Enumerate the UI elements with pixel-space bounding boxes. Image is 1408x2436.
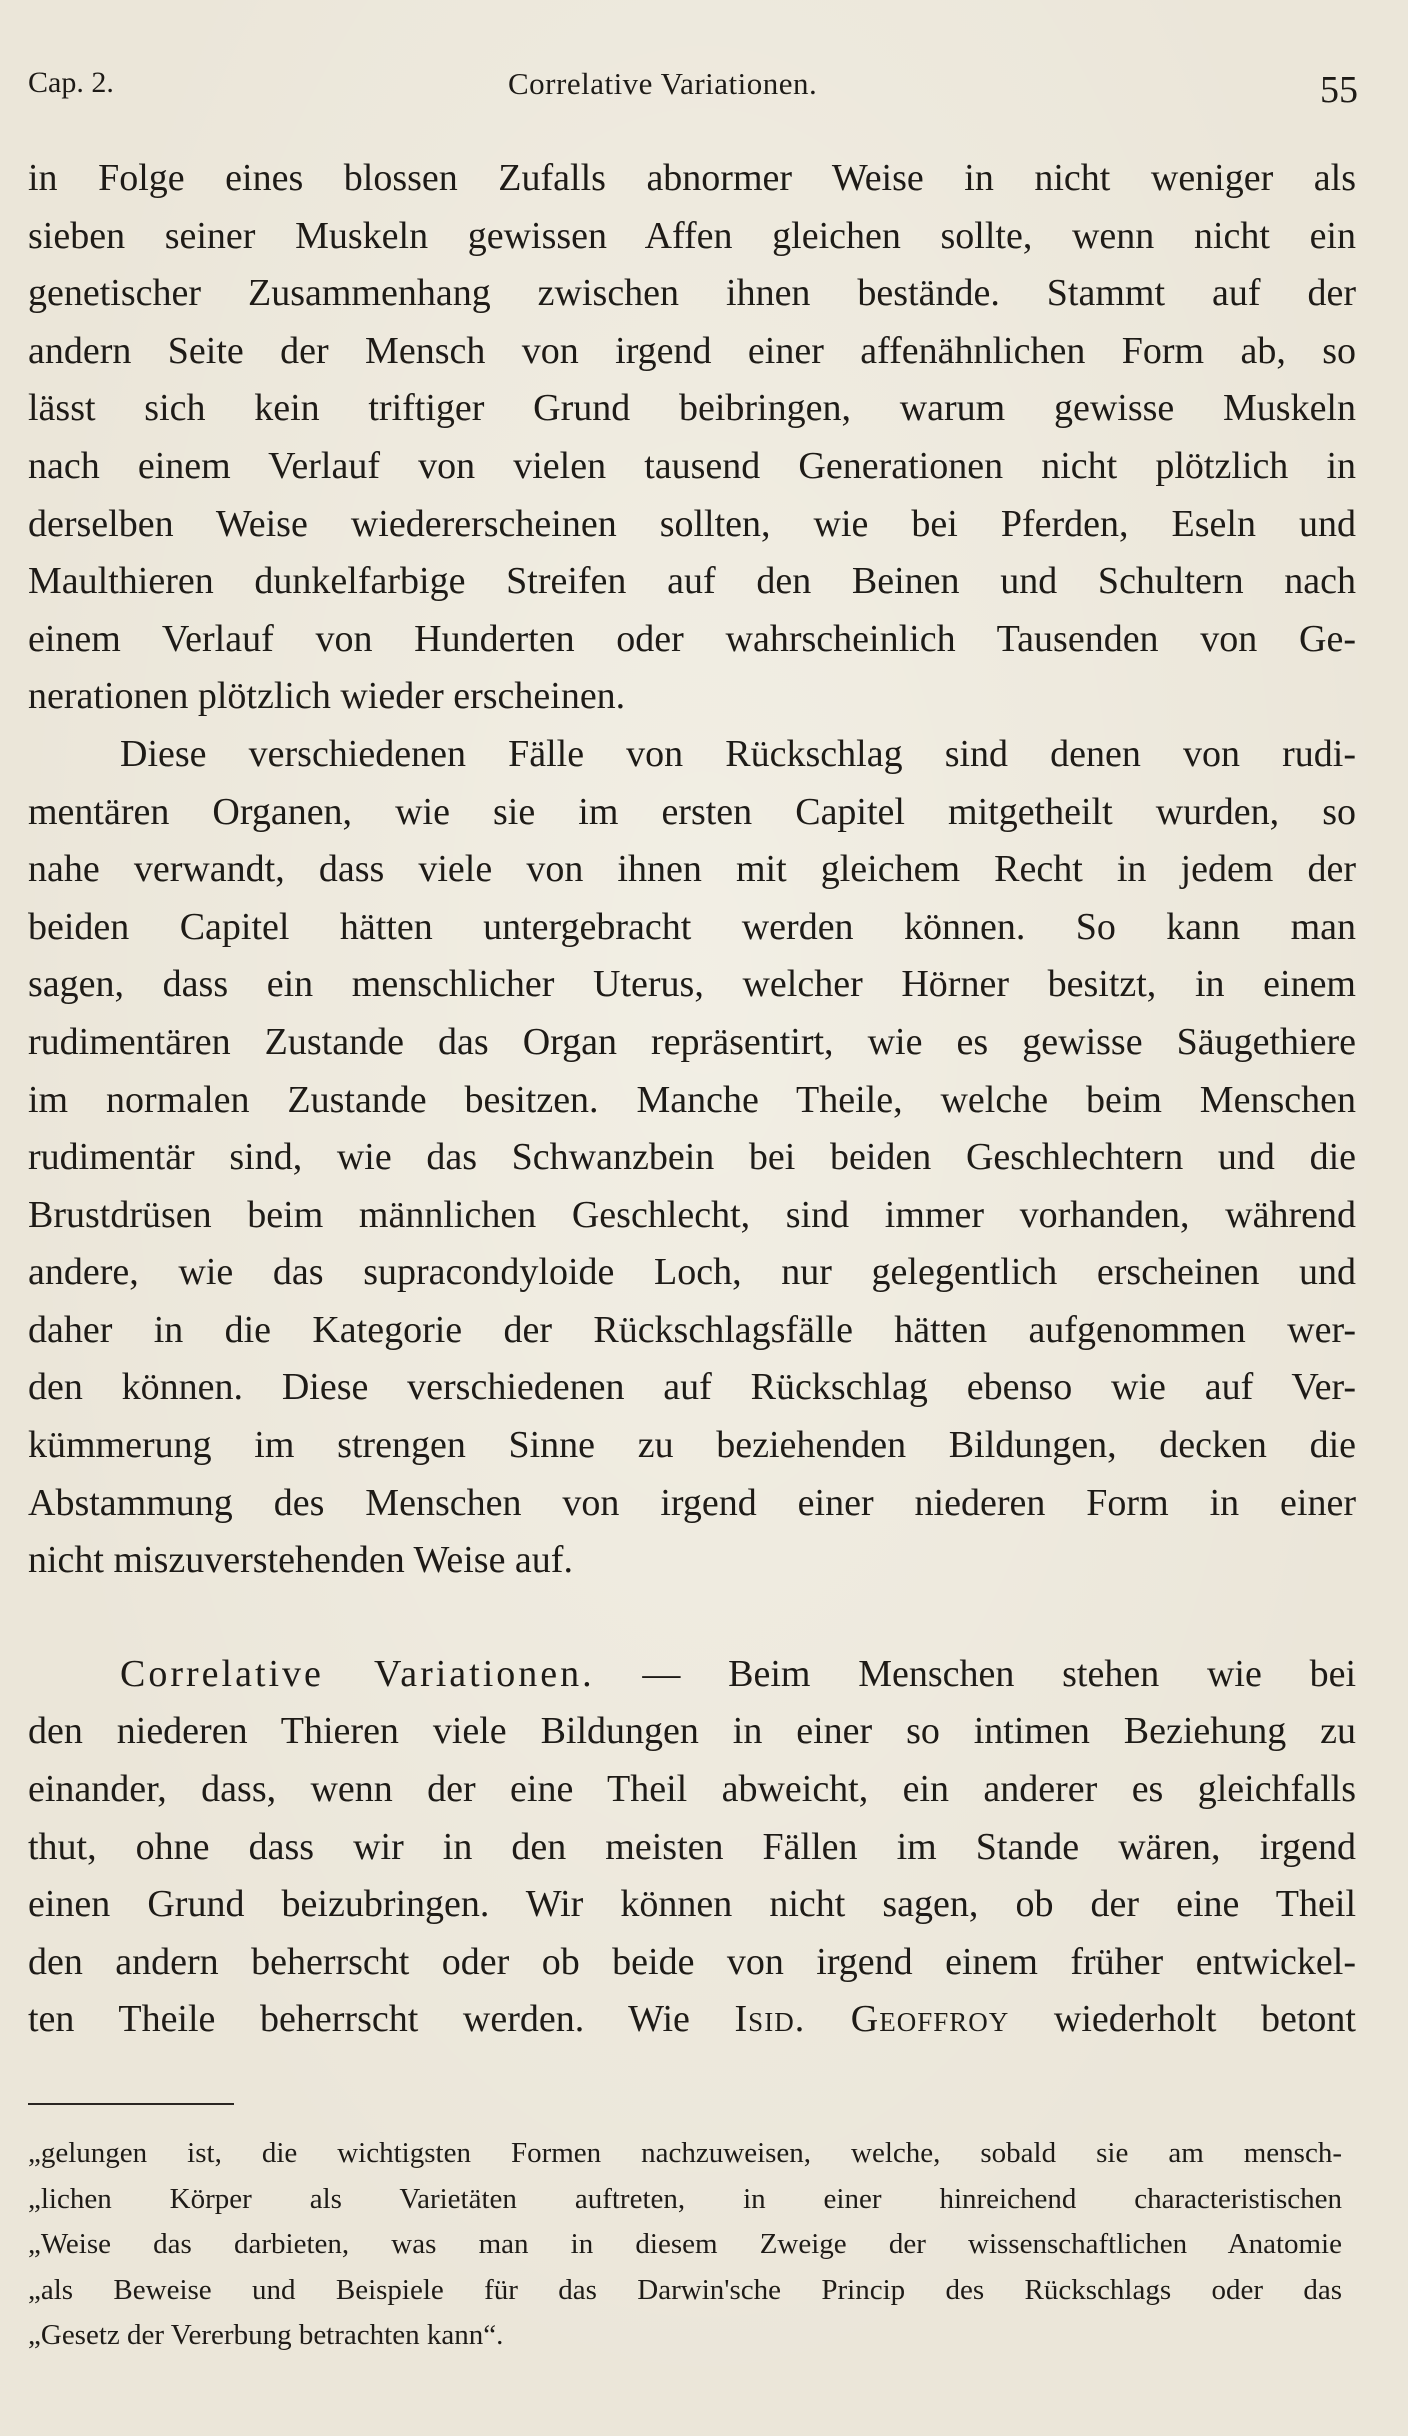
text-line: nicht miszuverstehenden Weise auf.	[28, 1539, 573, 1582]
footnote-line: „Gesetz der Vererbung betrachten kann“.	[28, 2319, 504, 2351]
section-gap	[28, 1590, 1356, 1646]
page-header	[28, 66, 1358, 116]
footnote-rule	[28, 2103, 234, 2105]
footnote-line: „als Beweise und Beispiele für das Darwin'sche Princip des Rückschlags oder das	[28, 2273, 1342, 2306]
text-line: daher in die Kategorie der Rückschlagsfälle hätten aufgenommen wer-	[28, 1308, 1356, 1351]
text-line: in Folge eines blossen Zufalls abnormer Weise in nicht weniger als	[28, 157, 1356, 199]
text-line: Brustdrüsen beim männlichen Geschlecht, sind immer vorhanden, während	[28, 1193, 1356, 1236]
paragraph-1	[28, 150, 1356, 726]
text-line	[28, 1646, 1356, 1704]
text-line: kümmerung im strengen Sinne zu beziehenden Bildungen, decken die	[28, 1424, 1356, 1467]
text-line: den andern beherrscht oder ob beide von irgend einem früher entwickel-	[28, 1940, 1356, 1983]
text-line: einen Grund beizubringen. Wir können nicht sagen, ob der eine Theil	[28, 1883, 1356, 1926]
text-line: Maulthieren dunkelfarbige Streifen auf den Beinen und Schultern nach	[28, 560, 1356, 603]
text-line: rudimentären Zustande das Organ repräsentirt, wie es gewisse Säugethiere	[28, 1020, 1356, 1063]
page-number: 55	[1320, 69, 1358, 111]
text-line: Abstammung des Menschen von irgend einer niederen Form in einer	[28, 1481, 1356, 1524]
text-line: nerationen plötzlich wieder erscheinen.	[28, 675, 626, 718]
section-heading: Correlative Variationen.	[120, 1652, 595, 1695]
text-line	[28, 1991, 1356, 2049]
text-line: beiden Capitel hätten untergebracht werden können. So kann man	[28, 905, 1356, 948]
footnote-line: „Weise das darbieten, was man in diesem Zweige der wissenschaftlichen Anatomie	[28, 2228, 1342, 2260]
text-line: genetischer Zusammenhang zwischen ihnen bestände. Stammt auf der	[28, 272, 1356, 315]
paragraph-3	[28, 1646, 1356, 2049]
footnotes	[28, 2131, 1342, 2359]
text-line: lässt sich kein triftiger Grund beibringen, warum gewisse Muskeln	[28, 387, 1356, 430]
main-text	[28, 150, 1356, 2049]
text-line: andere, wie das supracondyloide Loch, nur gelegentlich erscheinen und	[28, 1251, 1356, 1294]
text-line: rudimentär sind, wie das Schwanzbein bei beiden Geschlechtern und die	[28, 1136, 1356, 1179]
footnote-line: „gelungen ist, die wichtigsten Formen nachzuweisen, welche, sobald sie am mensch-	[28, 2137, 1342, 2169]
heading-continuation: — Beim Menschen stehen wie bei	[594, 1652, 1356, 1695]
chapter-label: Cap. 2.	[28, 66, 114, 99]
text-line: sieben seiner Muskeln gewissen Affen gleichen sollte, wenn nicht ein	[28, 214, 1356, 257]
text-line: einem Verlauf von Hunderten oder wahrscheinlich Tausenden von Ge-	[28, 617, 1356, 660]
author-name: Isid. Geoffroy	[734, 1998, 1010, 2041]
running-title: Correlative Variationen.	[508, 66, 818, 101]
text-line: nach einem Verlauf von vielen tausend Generationen nicht plötzlich in	[28, 444, 1356, 487]
text-line: Diese verschiedenen Fälle von Rückschlag sind denen von rudi-	[120, 732, 1356, 775]
text-line: sagen, dass ein menschlicher Uterus, welcher Hörner besitzt, in einem	[28, 963, 1356, 1006]
text-line: andern Seite der Mensch von irgend einer affenähnlichen Form ab, so	[28, 329, 1356, 372]
footnote-line: „lichen Körper als Varietäten auftreten, in einer hinreichend characteristischen	[28, 2182, 1342, 2215]
paragraph-2	[28, 726, 1356, 1590]
text-line: den niederen Thieren viele Bildungen in einer so intimen Beziehung zu	[28, 1710, 1356, 1753]
text-line: thut, ohne dass wir in den meisten Fällen im Stande wären, irgend	[28, 1825, 1356, 1868]
text-line: den können. Diese verschiedenen auf Rückschlag ebenso wie auf Ver-	[28, 1366, 1356, 1409]
text-line: einander, dass, wenn der eine Theil abweicht, ein anderer es gleichfalls	[28, 1768, 1356, 1811]
line-start: ten Theile beherrscht werden. Wie	[28, 1998, 735, 2041]
text-line: derselben Weise wiedererscheinen sollten, wie bei Pferden, Eseln und	[28, 502, 1356, 545]
text-line: nahe verwandt, dass viele von ihnen mit gleichem Recht in jedem der	[28, 848, 1356, 891]
text-line: mentären Organen, wie sie im ersten Capitel mitgetheilt wurden, so	[28, 790, 1356, 833]
line-end: wiederholt betont	[1009, 1998, 1356, 2041]
text-line: im normalen Zustande besitzen. Manche Theile, welche beim Menschen	[28, 1078, 1356, 1121]
